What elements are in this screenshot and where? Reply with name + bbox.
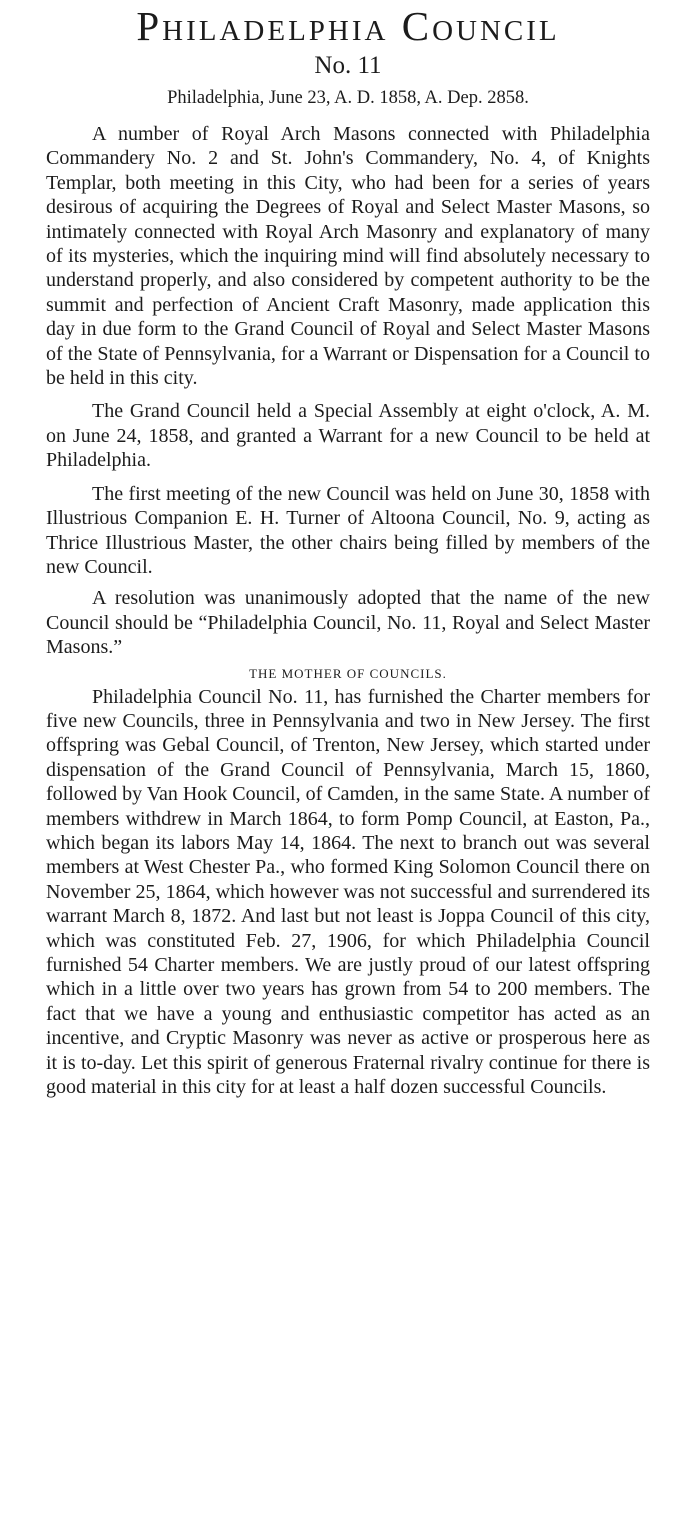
paragraph-grand-council: The Grand Council held a Special Assembly at eight o'clock, A. M. on June 24, 1858, and granted a Warrant for a new Council to be held at Philadelphia. (46, 400, 650, 472)
page-title: Philadelphia Council (136, 3, 560, 49)
section-heading: THE MOTHER OF COUNCILS. (249, 665, 447, 681)
document-page (46, 0, 650, 1099)
dateline: Philadelphia, June 23, A. D. 1858, A. Dep. 2858. (167, 88, 529, 108)
paragraph-first-meeting: The first meeting of the new Council was held on June 30, 1858 with Illustrious Companion E. H. Turner of Altoona Council, No. 9, acting as Thrice Illustrious Master, the other chairs being filled by members of the new Council. (46, 482, 650, 578)
paragraph-resolution: A resolution was unanimously adopted that the name of the new Council should be “Philadelphia Council, No. 11, Royal and Select Master Masons.” (46, 587, 650, 659)
paragraph-mother-of-councils: Philadelphia Council No. 11, has furnished the Charter members for five new Councils, three in Pennsylvania and two in New Jersey. The first offspring was Gebal Council, of Trenton, New Jersey, which started under dispensation of the Grand Council of Pennsylvania, March 15, 1860, followed by Van Hook Council, of Camden, in the same State. A number of members withdrew in March 1864, to form Pomp Council, at Easton, Pa., which began its labors May 14, 1864. The next to branch out was several members at West Chester Pa., who formed King Solomon Council there on November 25, 1864, which however was not successful and surrendered its warrant March 8, 1872. And last but not least is Joppa Council of this city, which was constituted Feb. 27, 1906, for which Philadelphia Council furnished 54 Charter members. We are justly proud of our latest offspring which in a little over two years has grown from 54 to 200 members. The fact that we have a young and enthusiastic competitor has acted as an incentive, and Cryptic Masonry was never as active or prosperous here as it is to-day. Let this spirit of generous Fraternal rivalry continue for there is good material in this city for at least a half dozen successful Councils. (46, 685, 650, 1099)
paragraph-petition: A number of Royal Arch Masons connected with Philadelphia Commandery No. 2 and St. John's Commandery, No. 4, of Knights Templar, both meeting in this City, who had been for a series of years desirous of acquiring the Degrees of Royal and Select Master Masons, so intimately connected with Royal Arch Masonry and explanatory of many of its mysteries, which the inquiring mind will find absolutely necessary to understand properly, and also considered by competent authority to be the summit and perfection of Ancient Craft Masonry, made application this day in due form to the Grand Council of Royal and Select Master Masons of the State of Pennsylvania, for a Warrant or Dispensation for a Council to be held in this city. (46, 123, 650, 390)
council-number: No. 11 (314, 52, 382, 79)
